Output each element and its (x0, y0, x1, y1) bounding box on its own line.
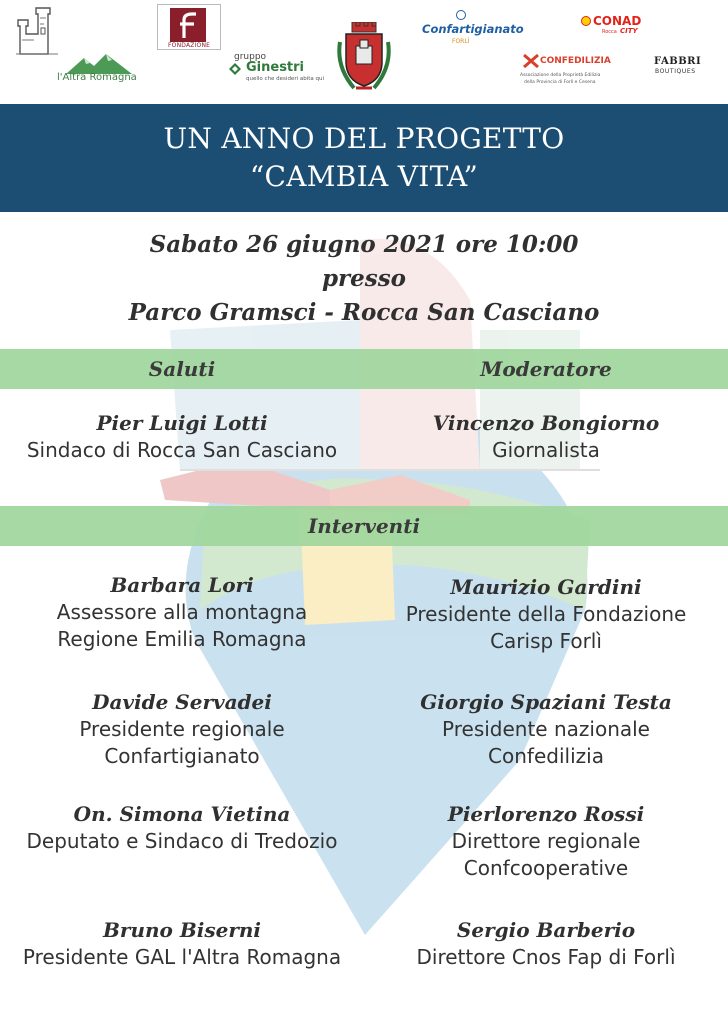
speaker-role: Assessore alla montagna (56, 600, 308, 624)
confedilizia-logo: CONFEDILIZIA (540, 56, 611, 66)
fabbri-logo: FABBRI (654, 56, 702, 67)
fondazione-f-block (170, 8, 206, 42)
speaker-role: Regione Emilia Romagna (57, 627, 307, 651)
fondazione-label: FONDAZIONE (168, 42, 211, 49)
title-banner (0, 104, 728, 212)
speaker-name: Pier Luigi Lotti (96, 411, 268, 435)
speaker-name: Maurizio Gardini (450, 575, 642, 599)
confartigianato-circle-icon (456, 10, 466, 20)
coat-of-arms-icon (336, 22, 392, 92)
speaker-sergio-barberio (364, 917, 728, 971)
title-line-2: “CAMBIA VITA” (249, 160, 479, 193)
confedilizia-x-icon (522, 54, 540, 68)
event-date: Sabato 26 giugno 2021 ore 10:00 (149, 231, 579, 258)
conad-rocca-label: Rocca (602, 29, 617, 35)
speaker-name: Giorgio Spaziani Testa (420, 690, 672, 714)
event-presso: presso (321, 265, 407, 292)
ginestri-logo: Ginestri (246, 60, 305, 75)
moderatore-heading: Moderatore (480, 357, 612, 381)
speaker-name: Bruno Biserni (103, 918, 261, 942)
ginestri-leaf-icon (228, 62, 242, 76)
speaker-name: Pierlorenzo Rossi (447, 802, 645, 826)
fabbri-sub: BOUTIQUES (655, 68, 696, 75)
conad-logo: CONAD (593, 14, 642, 28)
speaker-role: Presidente nazionale (442, 717, 650, 741)
speaker-davide-servadei (0, 689, 364, 770)
speaker-barbara-lori (0, 572, 364, 653)
speaker-maurizio-gardini (364, 574, 728, 655)
speaker-role: Presidente regionale (79, 717, 285, 741)
title-line-1: UN ANNO DEL PROGETTO (163, 122, 565, 155)
speaker-simona-vietina (0, 801, 364, 855)
moderatore-speaker (364, 410, 728, 464)
speaker-role: Direttore regionale (451, 829, 641, 853)
speaker-role: Confartigianato (104, 744, 260, 768)
speaker-giorgio-spaziani-testa (364, 689, 728, 770)
speaker-role: Presidente GAL l'Altra Romagna (22, 945, 342, 969)
speaker-role: Deputato e Sindaco di Tredozio (26, 829, 338, 853)
speaker-bruno-biserni (0, 917, 364, 971)
saluti-moderatore-bar (0, 349, 728, 389)
fondazione-f-icon (170, 8, 206, 42)
altra-romagna-logo: l'Altra Romagna (57, 72, 137, 83)
speaker-pierlorenzo-rossi (364, 801, 728, 882)
conad-city-label: CITY (620, 27, 638, 35)
speaker-name: Davide Servadei (92, 690, 272, 714)
speaker-role: Sindaco di Rocca San Casciano (26, 438, 338, 462)
sponsor-logo-strip (0, 0, 728, 104)
speaker-name: On. Simona Vietina (73, 802, 291, 826)
confedilizia-sub-line1: Associazione della Proprietà Edilizia (520, 73, 601, 78)
ginestri-gruppo-label: gruppo (234, 52, 267, 62)
interventi-bar (0, 506, 728, 546)
confedilizia-sub-line2: della Provincia di Forlì e Cesena (524, 80, 596, 85)
speaker-role: Carisp Forlì (490, 629, 602, 653)
event-details (0, 228, 728, 330)
castle-sketch-logo (14, 4, 60, 56)
speaker-name: Sergio Barberio (456, 918, 636, 942)
speaker-role: Confedilizia (488, 744, 604, 768)
speaker-role: Giornalista (492, 438, 600, 462)
fondazione-logo (157, 4, 221, 50)
interventi-heading: Interventi (307, 514, 421, 538)
confartigianato-logo: Confartigianato (422, 22, 524, 36)
conad-sun-icon (581, 16, 591, 26)
speaker-name: Vincenzo Bongiorno (432, 411, 660, 435)
speaker-role: Direttore Cnos Fap di Forlì (416, 945, 676, 969)
saluti-speaker (0, 410, 364, 464)
speaker-name: Barbara Lori (110, 573, 254, 597)
speaker-role: Confcooperative (463, 856, 629, 880)
saluti-heading: Saluti (148, 357, 216, 381)
event-location: Parco Gramsci - Rocca San Casciano (128, 299, 600, 326)
ginestri-tagline: quello che desideri abita qui (246, 76, 325, 82)
speaker-role: Presidente della Fondazione (405, 602, 687, 626)
confartigianato-sub: FORLÌ (452, 38, 470, 45)
